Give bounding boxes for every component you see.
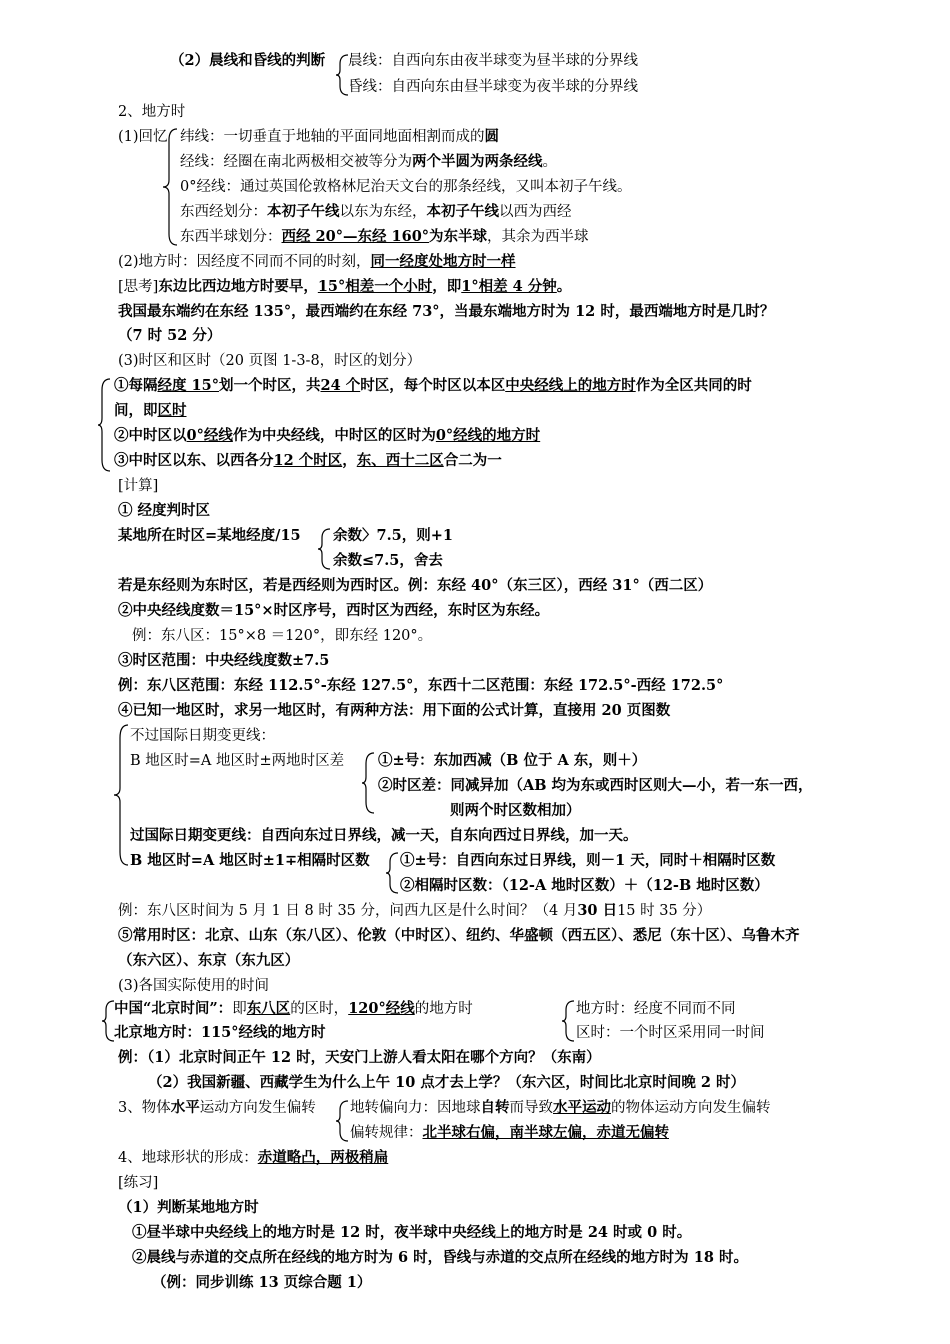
- example-noon-sun: 例：（1）北京时间正午 12 时，天安门上游人看太阳在哪个方向？（东南）: [118, 1049, 601, 1066]
- calc-formula-1: 某地所在时区=某地经度/15: [118, 527, 301, 544]
- heading-local-time: 2、地方时: [118, 104, 186, 120]
- beijing-time: 中国“北京时间”：即东八区的区时，120°经线的地方时: [114, 1000, 473, 1017]
- calc-step-2: ②中央经线度数＝15°×时区序号，西时区为西经，东时区为东经。: [118, 602, 550, 619]
- heading-actual-time: (3)各国实际使用的时间: [118, 978, 270, 994]
- dawn-dusk-title: （2）晨线和昏线的判断: [170, 52, 326, 69]
- recall-label: (1)回忆: [118, 129, 168, 145]
- dusk-line-definition: 昏线：自西向东由昼半球变为夜半球的分界线: [348, 79, 638, 95]
- brace-time-zones: [98, 378, 112, 472]
- practice-1-example: （例：同步训练 13 页综合题 1）: [152, 1274, 372, 1291]
- question-east-west: 我国最东端约在东经 135°，最西端约在东经 73°，当最东端地方时为 12 时，最西端地方时是几时？: [118, 303, 775, 320]
- brace-remainder: [318, 528, 332, 570]
- earth-shape: 4、地球形状的形成：赤道略凸，两极稍扁: [118, 1149, 389, 1166]
- practice-label: [练习]: [118, 1175, 159, 1191]
- zone-rule-1-cont: 间，即区时: [114, 402, 187, 419]
- formula-1-zone-diff: ②时区差：同减异加（AB 均为东或西时区则大—小，若一东一西，: [378, 777, 813, 794]
- zone-rule-1: ①每隔经度 15°划一个时区，共24 个时区，每个时区以本区中央经线上的地方时作为全区共同的时: [114, 377, 752, 394]
- think-line: [思考]东边比西边地方时要早，15°相差一个小时，即1°相差 4 分钟。: [118, 278, 572, 295]
- east-west-longitude: 东西经划分：本初子午线以东为东经，本初子午线以西为西经: [180, 203, 572, 220]
- calc-step-2-example: 例：东八区：15°×8 ＝120°，即东经 120°。: [132, 628, 433, 644]
- heading-time-zones: (3)时区和区时（20 页图 1-3-8，时区的划分）: [118, 353, 422, 369]
- formula-1-sign-rule: ①±号：东加西减（B 位于 A 东，则＋）: [378, 752, 647, 769]
- deflection-rule: 偏转规律：北半球右偏，南半球左偏，赤道无偏转: [350, 1124, 669, 1141]
- calc-label: [计算]: [118, 478, 159, 494]
- calc-step-4: ④已知一地区时，求另一地区时，有两种方法：用下面的公式计算，直接用 20 页图数: [118, 702, 671, 719]
- remainder-rule-1: 余数〉7.5，则+1: [333, 527, 453, 544]
- no-date-line-label: 不过国际日期变更线：: [130, 728, 275, 744]
- brace-formula-1: [362, 752, 376, 814]
- local-time-definition: (2)地方时：因经度不同而不同的时刻，同一经度处地方时一样: [118, 253, 516, 270]
- heading-deflection: 3、物体水平运动方向发生偏转: [118, 1099, 316, 1116]
- answer-east-west: （7 时 52 分）: [118, 327, 222, 344]
- practice-1-rule-a: ①昼半球中央经线上的地方时是 12 时，夜半球中央经线上的地方时是 24 时或 0 时。: [132, 1224, 692, 1241]
- coriolis-force: 地转偏向力：因地球自转而导致水平运动的物体运动方向发生偏转: [350, 1099, 771, 1116]
- calc-step-3-example: 例：东八区范围：东经 112.5°-东经 127.5°，东西十二区范围：东经 172.5°-西经 172.5°: [118, 677, 724, 694]
- example-west-nine: 例：东八区时间为 5 月 1 日 8 时 35 分，问西九区是什么时间？（4 月30 日15 时 35 分）: [118, 902, 712, 919]
- calc-step-1: ① 经度判时区: [118, 502, 211, 519]
- formula-1-zone-diff-cont: 则两个时区数相加）: [450, 802, 581, 819]
- date-line-rule: 过国际日期变更线：自西向东过日界线，减一天，自东向西过日界线，加一天。: [130, 827, 638, 844]
- latitude-definition: 纬线：一切垂直于地轴的平面同地面相割而成的圆: [180, 128, 499, 145]
- calc-note-east-west: 若是东经则为东时区，若是西经则为西时区。例：东经 40°（东三区），西经 31°（西二区）: [118, 577, 713, 594]
- common-zones-cont: （东六区）、东京（东九区）: [118, 952, 300, 969]
- common-zones: ⑤常用时区：北京、山东（东八区）、伦敦（中时区）、纽约、华盛顿（西五区）、悉尼（东十区）、乌鲁木齐: [118, 927, 800, 944]
- prime-meridian-definition: 0°经线：通过英国伦敦格林尼治天文台的那条经线，又叫本初子午线。: [180, 179, 632, 195]
- zone-rule-2: ②中时区以0°经线作为中央经线，中时区的区时为0°经线的地方时: [114, 427, 541, 444]
- formula-2-zone-count: ②相隔时区数：（12-A 地时区数）＋（12-B 地时区数）: [400, 877, 769, 894]
- zone-rule-3: ③中时区以东、以西各分12 个时区，东、西十二区合二为一: [114, 452, 502, 469]
- remainder-rule-2: 余数≤7.5，舍去: [333, 552, 443, 569]
- hemisphere-division: 东西半球划分：西经 20°—东经 160°为东半球，其余为西半球: [180, 228, 589, 245]
- practice-1-title: （1）判断某地地方时: [118, 1199, 259, 1216]
- formula-2-sign-rule: ①±号：自西向东过日界线，则－1 天，同时＋相隔时区数: [400, 852, 776, 869]
- dawn-line-definition: 晨线：自西向东由夜半球变为昼半球的分界线: [348, 53, 638, 69]
- example-xinjiang-school: （2）我国新疆、西藏学生为什么上午 10 点才去上学？（东六区，时间比北京时间晚 2 时）: [148, 1074, 746, 1091]
- brace-local-zone: [562, 1000, 576, 1042]
- practice-1-rule-b: ②晨线与赤道的交点所在经线的地方时为 6 时，昏线与赤道的交点所在经线的地方时为 18 时。: [132, 1249, 748, 1266]
- zone-time-note: 区时：一个时区采用同一时间: [576, 1025, 765, 1041]
- brace-method: [114, 724, 130, 866]
- formula-date-line: B 地区时=A 地区时±1∓相隔时区数: [130, 852, 370, 869]
- beijing-local-time: 北京地方时：115°经线的地方时: [114, 1024, 326, 1041]
- calc-step-3: ③时区范围：中央经线度数±7.5: [118, 652, 330, 669]
- longitude-definition: 经线：经圈在南北两极相交被等分为两个半圆为两条经线。: [180, 153, 557, 170]
- local-time-note: 地方时：经度不同而不同: [576, 1001, 736, 1017]
- brace-recall: [163, 128, 179, 246]
- brace-deflection: [336, 1100, 350, 1142]
- brace-formula-2: [386, 852, 400, 894]
- formula-no-date-line: B 地区时=A 地区时±两地时区差: [130, 753, 345, 769]
